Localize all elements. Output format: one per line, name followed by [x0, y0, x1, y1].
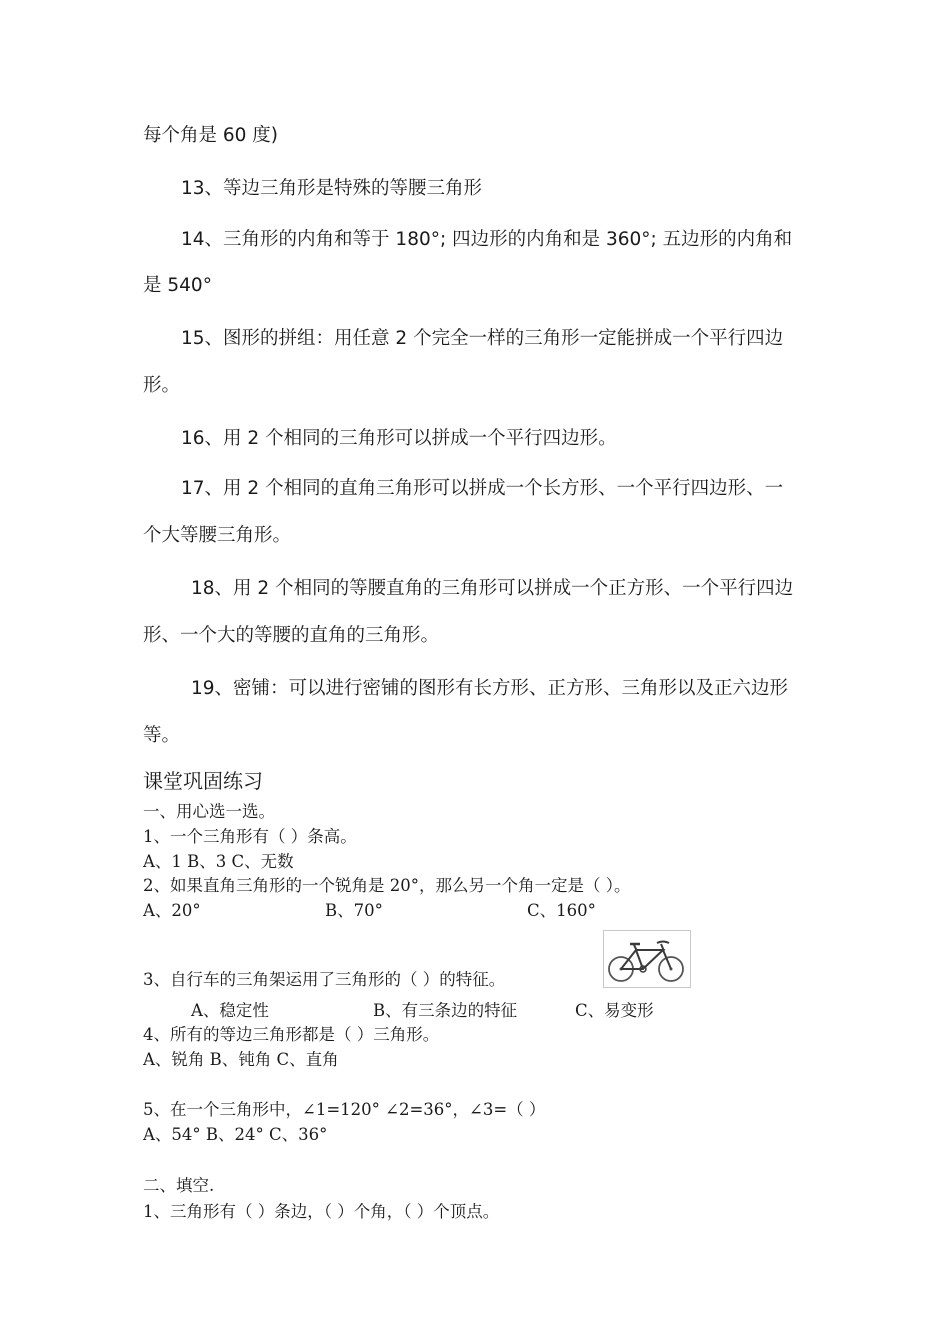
exercise-title: 课堂巩固练习	[143, 769, 263, 793]
question-5: 5、在一个三角形中，∠1=120° ∠2=36°，∠3=（ ）	[143, 1100, 546, 1119]
note-19: 19、密铺：可以进行密铺的图形有长方形、正方形、三角形以及正六边形	[191, 678, 789, 699]
question-3-option-a: A、稳定性	[191, 1001, 269, 1020]
fill-question-1: 1、三角形有（ ）条边，（ ）个角，（ ）个顶点。	[143, 1202, 500, 1221]
note-line: 每个角是 60 度)	[143, 125, 279, 146]
note-13: 13、等边三角形是特殊的等腰三角形	[181, 178, 483, 199]
note-18: 18、用 2 个相同的等腰直角的三角形可以拼成一个正方形、一个平行四边	[191, 578, 794, 599]
question-1: 1、一个三角形有（ ）条高。	[143, 827, 357, 846]
bicycle-icon	[603, 930, 691, 988]
question-3-option-c: C、易变形	[575, 1001, 654, 1020]
question-3-option-b: B、有三条边的特征	[373, 1001, 518, 1020]
note-17-cont: 个大等腰三角形。	[143, 525, 292, 546]
question-2-option-c: C、160°	[527, 901, 596, 920]
question-4: 4、所有的等边三角形都是（ ）三角形。	[143, 1025, 440, 1044]
question-5-options: A、54° B、24° C、36°	[143, 1125, 328, 1144]
note-15: 15、图形的拼组：用任意 2 个完全一样的三角形一定能拼成一个平行四边	[181, 328, 784, 349]
note-17: 17、用 2 个相同的直角三角形可以拼成一个长方形、一个平行四边形、一	[181, 478, 784, 499]
question-2-option-b: B、70°	[325, 901, 383, 920]
question-3: 3、自行车的三角架运用了三角形的（ ）的特征。	[143, 970, 506, 989]
note-19-cont: 等。	[143, 725, 181, 746]
note-14-cont: 是 540°	[143, 275, 212, 296]
question-2-option-a: A、20°	[143, 901, 201, 920]
note-18-cont: 形、一个大的等腰的直角的三角形。	[143, 625, 440, 646]
section-2-heading: 二、填空.	[143, 1176, 215, 1195]
note-14: 14、三角形的内角和等于 180°; 四边形的内角和是 360°; 五边形的内角和	[181, 229, 793, 250]
section-1-heading: 一、用心选一选。	[143, 802, 275, 821]
note-16: 16、用 2 个相同的三角形可以拼成一个平行四边形。	[181, 428, 617, 449]
note-15-cont: 形。	[143, 375, 181, 396]
question-4-options: A、锐角 B、钝角 C、直角	[143, 1050, 339, 1069]
question-1-options: A、1 B、3 C、无数	[143, 852, 294, 871]
question-2: 2、如果直角三角形的一个锐角是 20°，那么另一个角一定是（ ）。	[143, 876, 631, 895]
